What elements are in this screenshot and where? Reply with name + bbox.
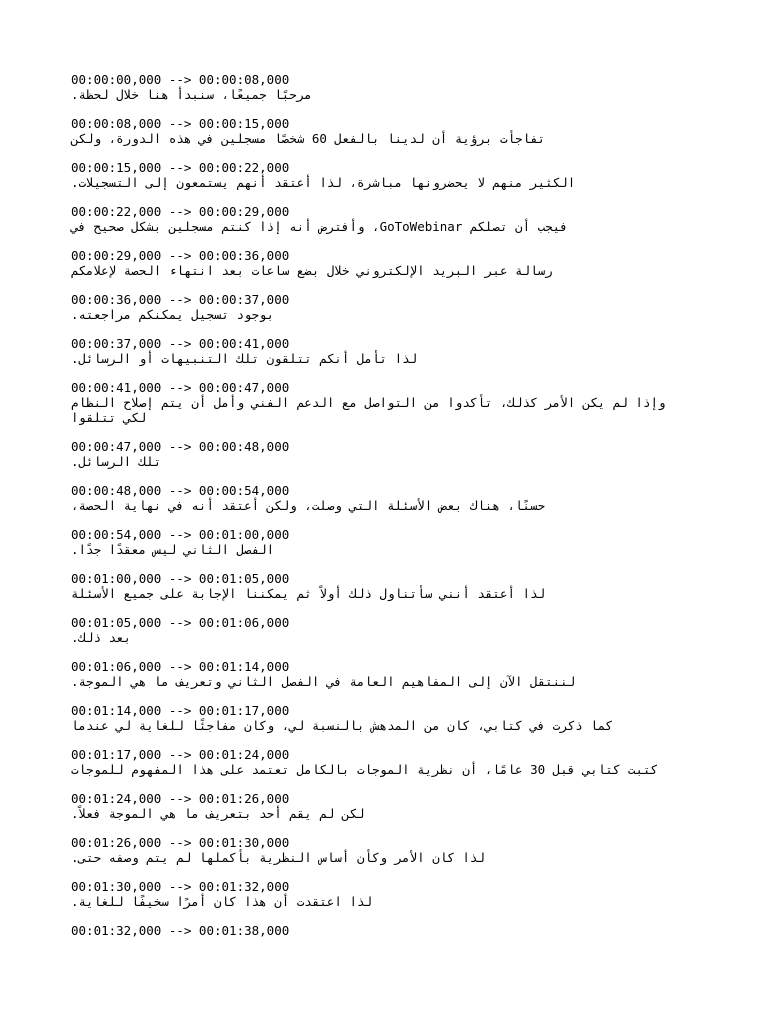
cue-timestamp: 00:01:32,000 --> 00:01:38,000 [71,923,290,938]
cue-text: بوجود تسجيل يمكنكم مراجعته. [71,307,275,322]
cue-text: رسالة عبر البريد الإلكتروني خلال بضع ساعات بعد انتهاء الحصة لإعلامكم [71,263,553,278]
subtitle-cue [71,615,691,645]
subtitle-cue [71,160,691,190]
cue-text: لكن لم يقم أحد بتعريف ما هي الموجة فعلاً. [71,806,365,821]
cue-text: الفصل الثاني ليس معقدًا جدًا. [71,542,275,557]
subtitle-cue [71,747,691,777]
subtitle-cue [71,527,691,557]
cue-timestamp: 00:01:05,000 --> 00:01:06,000 [71,615,290,630]
cue-timestamp: 00:00:36,000 --> 00:00:37,000 [71,292,290,307]
cue-text: لننتقل الآن إلى المفاهيم العامة في الفصل الثاني وتعريف ما هي الموجة. [71,674,576,689]
cue-text: لذا اعتقدت أن هذا كان أمرًا سخيفًا للغاية. [71,894,373,909]
cue-text: بعد ذلك. [71,630,132,645]
subtitle-cue [71,703,691,733]
subtitle-cue [71,659,691,689]
subtitle-cue [71,336,691,366]
cue-text: مرحبًا جميعًا، سنبدأ هنا خلال لحظة. [71,87,312,102]
cue-text: لذا أعتقد أنني سأتناول ذلك أولاً ثم يمكننا الإجابة على جميع الأسئلة [71,586,546,601]
subtitle-cue [71,923,691,938]
cue-timestamp: 00:01:24,000 --> 00:01:26,000 [71,791,290,806]
subtitle-cue [71,72,691,102]
subtitle-cue [71,292,691,322]
cue-text: الكثير منهم لا يحضرونها مباشرة، لذا أعتقد أنهم يستمعون إلى التسجيلات. [71,175,576,190]
subtitle-cue [71,571,691,601]
cue-timestamp: 00:01:00,000 --> 00:01:05,000 [71,571,290,586]
cue-timestamp: 00:00:08,000 --> 00:00:15,000 [71,116,290,131]
subtitle-cue [71,835,691,865]
cue-timestamp: 00:01:26,000 --> 00:01:30,000 [71,835,290,850]
cue-text: كتبت كتابي قبل 30 عامًا، أن نظرية الموجات بالكامل تعتمد على هذا المفهوم للموجات [71,762,659,777]
cue-text: فيجب أن تصلكم GoToWebinar، وأفترض أنه إذا كنتم مسجلين بشكل صحيح في [71,219,568,234]
cue-text: كما ذكرت في كتابي، كان من المدهش بالنسبة لي، وكان مفاجئًا للغاية لي عندما [71,718,613,733]
subtitle-cue [71,248,691,278]
cue-timestamp: 00:00:41,000 --> 00:00:47,000 [71,380,290,395]
cue-timestamp: 00:00:47,000 --> 00:00:48,000 [71,439,290,454]
subtitle-cue [71,483,691,513]
cue-timestamp: 00:00:37,000 --> 00:00:41,000 [71,336,290,351]
subtitle-cue [71,879,691,909]
subtitle-cue [71,439,691,469]
cue-text: حسنًا، هناك بعض الأسئلة التي وصلت، ولكن أعتقد أنه في نهاية الحصة، [71,498,546,513]
cue-text: لذا تأمل أنكم تتلقون تلك التنبيهات أو الرسائل. [71,351,418,366]
cue-timestamp: 00:01:17,000 --> 00:01:24,000 [71,747,290,762]
subtitle-cue [71,204,691,234]
cue-timestamp: 00:01:30,000 --> 00:01:32,000 [71,879,290,894]
subtitle-cue [71,116,691,146]
cue-timestamp: 00:00:22,000 --> 00:00:29,000 [71,204,290,219]
subtitle-cue [71,791,691,821]
cue-timestamp: 00:00:15,000 --> 00:00:22,000 [71,160,290,175]
cue-timestamp: 00:00:00,000 --> 00:00:08,000 [71,72,290,87]
cue-text: لذا كان الأمر وكأن أساس النظرية بأكملها لم يتم وصفه حتى. [71,850,485,865]
cue-text: تفاجأت برؤية أن لدينا بالفعل 60 شخصًا مسجلين في هذه الدورة، ولكن [71,131,546,146]
cue-timestamp: 00:00:54,000 --> 00:01:00,000 [71,527,290,542]
cue-timestamp: 00:01:06,000 --> 00:01:14,000 [71,659,290,674]
cue-timestamp: 00:00:48,000 --> 00:00:54,000 [71,483,290,498]
cue-text: وإذا لم يكن الأمر كذلك، تأكدوا من التواصل مع الدعم الفني وأمل أن يتم إصلاح النظام لكي تتلقوا [63,395,666,425]
subtitle-cue [63,380,691,425]
cue-timestamp: 00:01:14,000 --> 00:01:17,000 [71,703,290,718]
cue-timestamp: 00:00:29,000 --> 00:00:36,000 [71,248,290,263]
cue-text: تلك الرسائل. [71,454,162,469]
